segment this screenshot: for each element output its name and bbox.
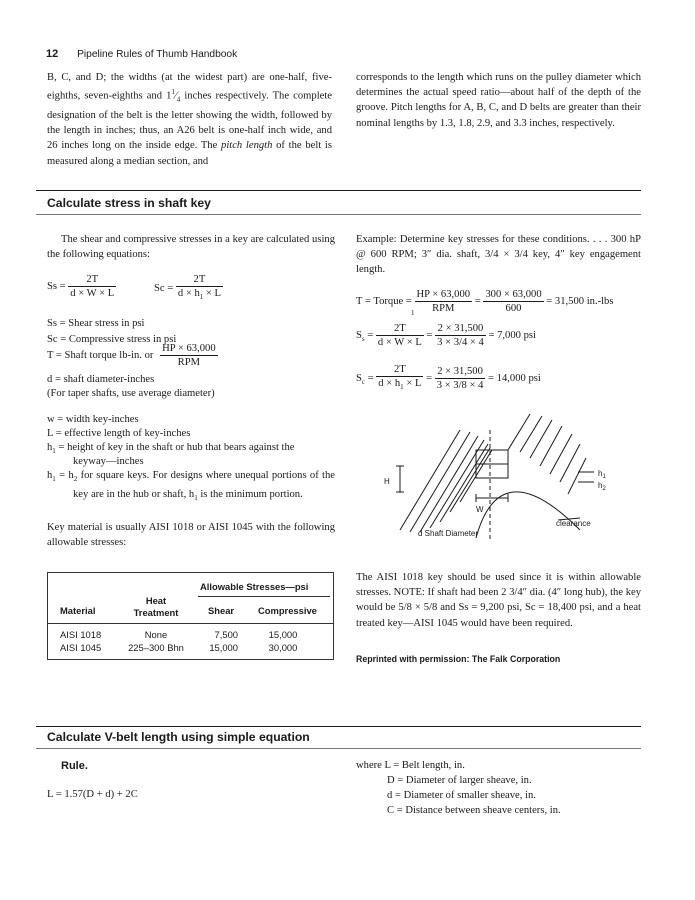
table-row: AISI 1018 None 7,500 15,000 <box>60 629 298 640</box>
hatch-line <box>450 448 490 512</box>
table-header-compressive: Compressive <box>258 605 317 616</box>
label-h1: $h_1$ <box>598 469 606 480</box>
label-shaft-diameter: d Shaft Diameter <box>418 529 479 538</box>
section2-top-rule <box>36 726 641 727</box>
example-text: Example: Determine key stresses for these conditions. . . . 300 hP @ 600 RPM; 3″ dia. shaft, 3/4 × 3/4 key, 4″ key engagement length. <box>356 234 641 276</box>
table-header-shear: Shear <box>208 605 235 616</box>
key-diagram <box>380 410 620 550</box>
where-line: d = Diameter of smaller sheave, in. <box>387 790 536 801</box>
section1-top-rule <box>36 190 641 191</box>
example-shear: $S_s$ = $\frac{2T}{d \times W \times L}$ = $\frac{2 \times 31,500}{3 \times 3/4 \times 4}$ = 7,000 psi <box>356 323 536 348</box>
where-line: D = Diameter of larger sheave, in. <box>387 775 532 786</box>
where-line: C = Distance between sheave centers, in. <box>387 805 561 816</box>
def-t: T = Shaft torque lb-in. or $\frac{HP \times 63,000}{\text{RPM}}$ <box>47 343 216 368</box>
hatch-line <box>508 414 530 450</box>
table-row: AISI 1045 225–300 Bhn 15,000 30,000 <box>60 642 298 653</box>
where-line: where L = Belt length, in. <box>356 760 465 771</box>
equation-sc: Sc = $\frac{2T}{d \times h_1 \times L}$ <box>154 274 221 302</box>
torque-subscript: 1 <box>411 309 415 317</box>
equation-ss: Ss = $\frac{2T}{d \times W \times L}$ <box>47 274 115 299</box>
hatch-line <box>540 426 562 466</box>
label-h: H <box>384 477 390 486</box>
def-h1: $h_1$ = height of key in the shaft or hub that bears against the <box>47 442 295 456</box>
shaft-outline <box>476 492 580 538</box>
vbelt-formula: L = 1.57(D + d) + 2C <box>47 789 138 800</box>
table-group-rule <box>198 596 330 597</box>
table-group-header: Allowable Stresses—psi <box>200 581 309 592</box>
page-number: 12 <box>46 48 59 60</box>
section1-title: Calculate stress in shaft key <box>47 196 211 210</box>
credit-line: Reprinted with permission: The Falk Corporation <box>356 654 561 664</box>
def-d: d = shaft diameter-inches <box>47 374 155 385</box>
book-title: Pipeline Rules of Thumb Handbook <box>77 49 238 60</box>
section2-bottom-rule <box>36 748 641 749</box>
hatch-line <box>420 436 478 532</box>
material-note: Key material is usually AISI 1018 or AISI 1045 with the following allowable stresses: <box>47 522 335 549</box>
intro-left-paragraph: B, C, and D; the widths (at the widest part) are one-half, five-eighths, seven-eighths and $1^1⁄_4$ inches respectively. The complete designation of the belt is the letter showing the width, followed by the length in inches; thus, an A26 belt is one-half inch wide, and 26 inches long on the inside edge. The pitch length of the belt is measured along a median section, and <box>47 72 333 167</box>
def-l: L = effective length of key-inches <box>47 428 191 439</box>
hatch-line <box>550 434 572 474</box>
example-compressive: $S_c$ = $\frac{2T}{d \times h_1 \times L}$ = $\frac{2 \times 31,500}{3 \times 3/8 \times 4}$ = 14,000 psi <box>356 364 541 392</box>
intro-right-paragraph: corresponds to the length which runs on the pulley diameter which determines the actual speed ratio—about half of the depth of the groove. Pitch lengths for A, B, C, and D belts are greater than their nominal lengths by 1.3, 1.8, 2.9, and 3.3 inches, respectively. <box>356 72 641 129</box>
hatch-line <box>568 458 586 494</box>
def-square-keys: $h_1 = h_2$ for square keys. For designs where unequal portions of the key are in the hub or shaft, $h_1$ is the minimum portion. <box>47 470 335 503</box>
def-sc: Sc = Compressive stress in psi <box>47 334 177 345</box>
label-clearance: clearance <box>556 519 591 528</box>
section2-title: Calculate V-belt length using simple equation <box>47 730 310 744</box>
example-torque: T = Torque = $\frac{HP \times 63,000}{\text{RPM}}$ = $\frac{300 \times 63,000}{600}$ = 31,500 in.-lbs <box>356 289 614 314</box>
page-header <box>46 48 237 60</box>
table-header-material: Material <box>60 605 96 616</box>
table-header-heat: Heat Treatment <box>133 595 179 618</box>
stress-table <box>47 572 334 660</box>
def-w: w = width key-inches <box>47 414 139 425</box>
def-taper: (For taper shafts, use average diameter) <box>47 388 215 399</box>
hatch-line <box>520 416 542 452</box>
conclusion-text: The AISI 1018 key should be used since it is within allowable stresses. NOTE: If shaft had been 2 3/4″ dia. (4″ long hub), the key would be 5/8 × 5/8 and Ss = 9,200 psi, Sc = 18,400 psi, and a heat treated key—AISI 1045 would have been required. <box>356 572 641 629</box>
label-w: W <box>476 505 484 514</box>
def-ss: Ss = Shear stress in psi <box>47 318 145 329</box>
hatch-line <box>530 420 552 458</box>
label-h2: $h_2$ <box>598 481 606 492</box>
rule-label: Rule. <box>61 760 88 772</box>
section1-intro: The shear and compressive stresses in a key are calculated using the following equations: <box>47 234 335 261</box>
hatch-line <box>410 432 470 532</box>
section1-bottom-rule <box>36 214 641 215</box>
def-h1-cont: keyway—inches <box>73 456 144 467</box>
table-header-rule <box>48 623 333 624</box>
